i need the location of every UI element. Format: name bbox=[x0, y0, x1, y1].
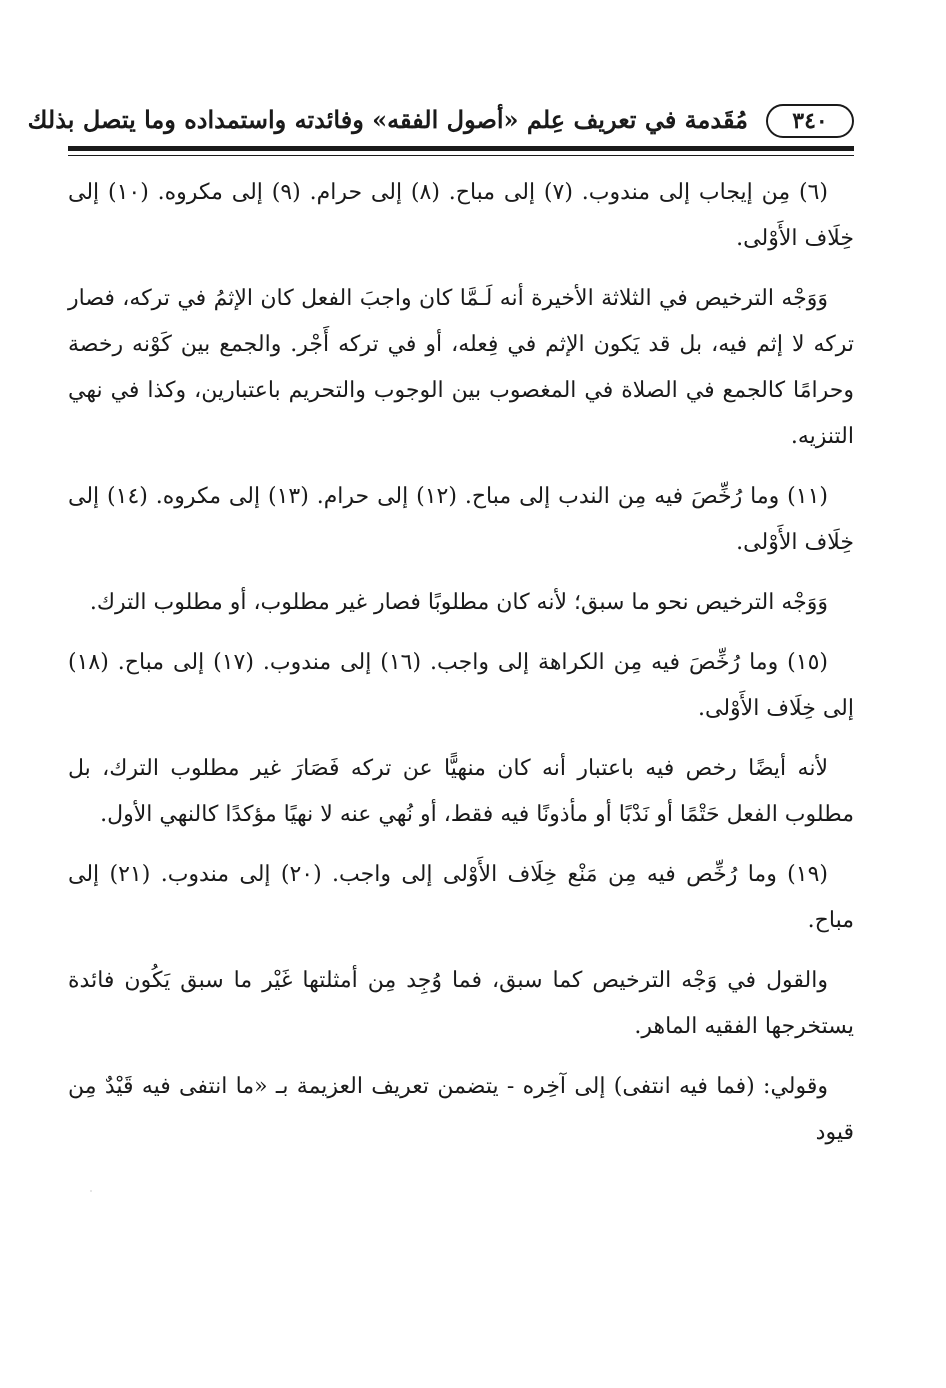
paragraph-4: وَوَجْه الترخيص نحو ما سبق؛ لأنه كان مطلوبًا فصار غير مطلوب، أو مطلوب الترك. bbox=[89, 590, 828, 615]
paragraph-1: (٦) مِن إيجاب إلى مندوب. (٧) إلى مباح. (٨) إلى حرام. (٩) إلى مكروه. (١٠) إلى خِلَاف الأَوْلى. bbox=[68, 180, 854, 251]
paragraph-5: (١٥) وما رُخِّصَ فيه مِن الكراهة إلى واجب. (١٦) إلى مندوب. (١٧) إلى مباح. (١٨) إلى خِلَاف الأَوْلى. bbox=[68, 650, 854, 721]
paragraph-6: لأنه أيضًا رخص فيه باعتبار أنه كان منهيًّا عن تركه فَصَارَ غير مطلوب الترك، بل مطلوب الفعل حَتْمًا أو نَدْبًا أو مأذونًا فيه فقط، أو نُهي عنه لا نهيًا مؤكدًا كالنهي الأول. bbox=[68, 756, 854, 827]
paragraph-2: وَوَجْه الترخيص في الثلاثة الأخيرة أنه لَـمَّا كان واجبَ الفعل كان الإثمُ في تركه، فصار تركه لا إثم فيه، بل قد يَكون الإثم في فِعله، أو في تركه أَجْر. والجمع بين كَوْنه رخصة وحرامًا كالجمع في الصلاة في المغصوب بين الوجوب والتحريم باعتبارين، وكذا في نهي التنزيه. bbox=[68, 286, 854, 449]
page-header bbox=[27, 102, 854, 146]
header-rule-thick bbox=[68, 146, 854, 151]
body-text bbox=[68, 170, 854, 1170]
scan-speck bbox=[90, 1190, 92, 1192]
running-title: مُقَدمة في تعريف عِلم «أصول الفقه» وفائدته واستمداده وما يتصل بذلك bbox=[27, 105, 748, 134]
page-number: ٣٤٠ bbox=[792, 108, 828, 134]
header-rule-thin bbox=[68, 155, 854, 156]
page-number-badge bbox=[766, 104, 854, 138]
paragraph-3: (١١) وما رُخِّصَ فيه مِن الندب إلى مباح. (١٢) إلى حرام. (١٣) إلى مكروه. (١٤) إلى خِلَاف الأَوْلى. bbox=[68, 484, 854, 555]
paragraph-9: وقولي: (فما فيه انتفى) إلى آخِره - يتضمن تعريف العزيمة بـ «ما انتفى فيه قَيْدٌ مِن قيود bbox=[68, 1074, 854, 1145]
paragraph-7: (١٩) وما رُخِّص فيه مِن مَنْع خِلَاف الأَوْلى إلى واجب. (٢٠) إلى مندوب. (٢١) إلى مباح. bbox=[68, 862, 854, 933]
paragraph-8: والقول في وَجْه الترخيص كما سبق، فما وُجِد مِن أمثلتها غَيْر ما سبق يَكُون فائدة يستخرجها الفقيه الماهر. bbox=[68, 968, 854, 1039]
